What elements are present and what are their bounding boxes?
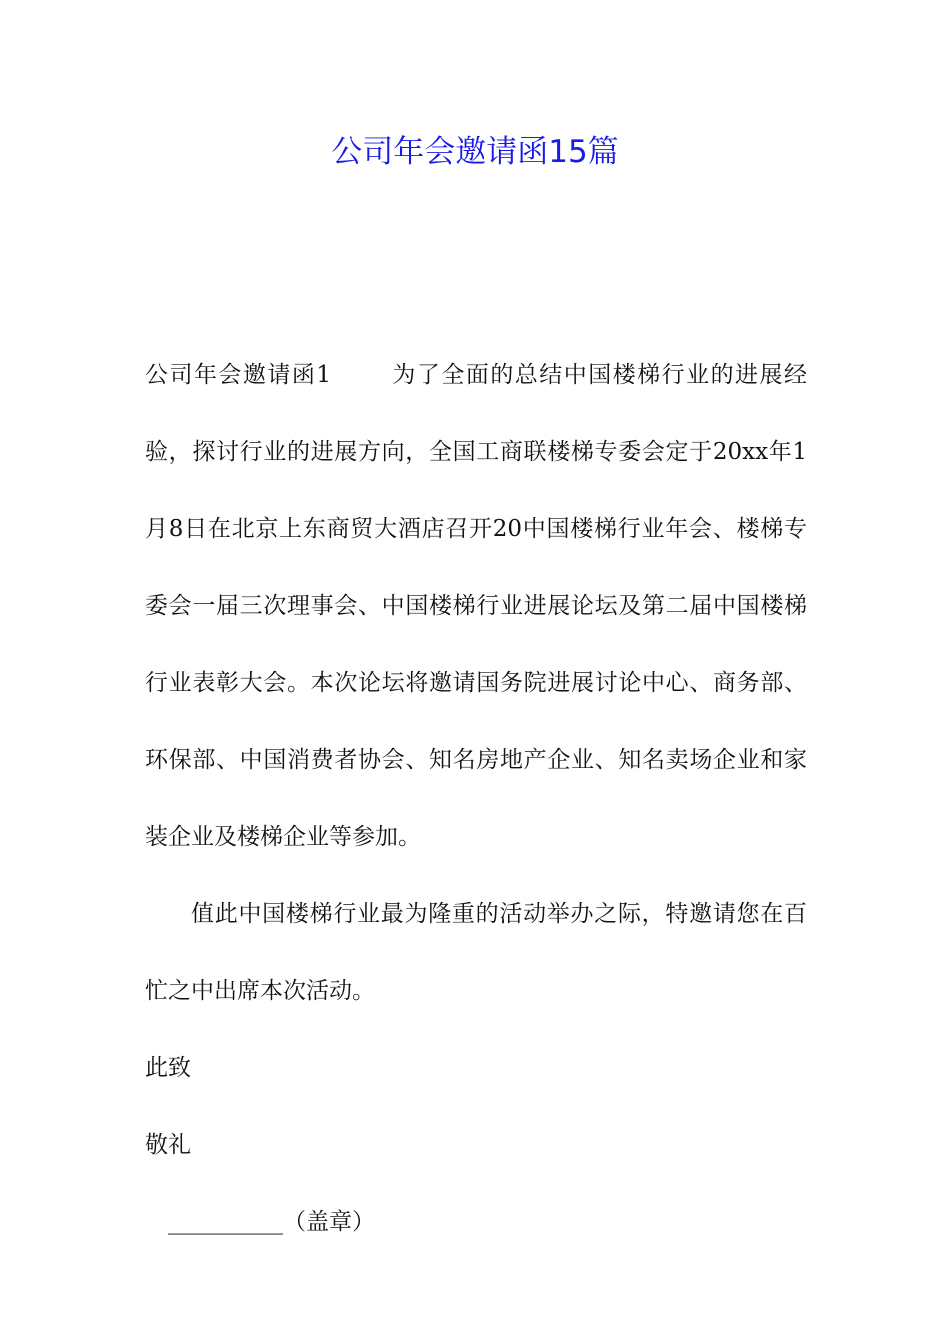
seal-label: （盖章） (283, 1209, 375, 1235)
closing-line-2: 敬礼 (145, 1132, 191, 1158)
closing-line-1: 此致 (145, 1055, 191, 1081)
paragraph-1 (145, 337, 807, 876)
seal-line (145, 1184, 807, 1261)
paragraph-1-text: 为了全面的总结中国楼梯行业的进展经验，探讨行业的进展方向，全国工商联楼梯专委会定于20xx年1月8日在北京上东商贸大酒店召开20中国楼梯行业年会、楼梯专委会一届三次理事会、中国楼梯行业进展论坛及第二届中国楼梯行业表彰大会。本次论坛将邀请国务院进展讨论中心、商务部、环保部、中国消费者协会、知名房地产企业、知名卖场企业和家装企业及楼梯企业等参加。 (145, 362, 807, 850)
paragraph-2: 值此中国楼梯行业最为隆重的活动举办之际，特邀请您在百忙之中出席本次活动。 (145, 901, 807, 1004)
document-title: 公司年会邀请函15篇 (331, 134, 619, 170)
document-body (145, 337, 807, 1261)
section-heading: 公司年会邀请函1 (145, 362, 331, 388)
seal-blank: __________ (168, 1209, 283, 1235)
